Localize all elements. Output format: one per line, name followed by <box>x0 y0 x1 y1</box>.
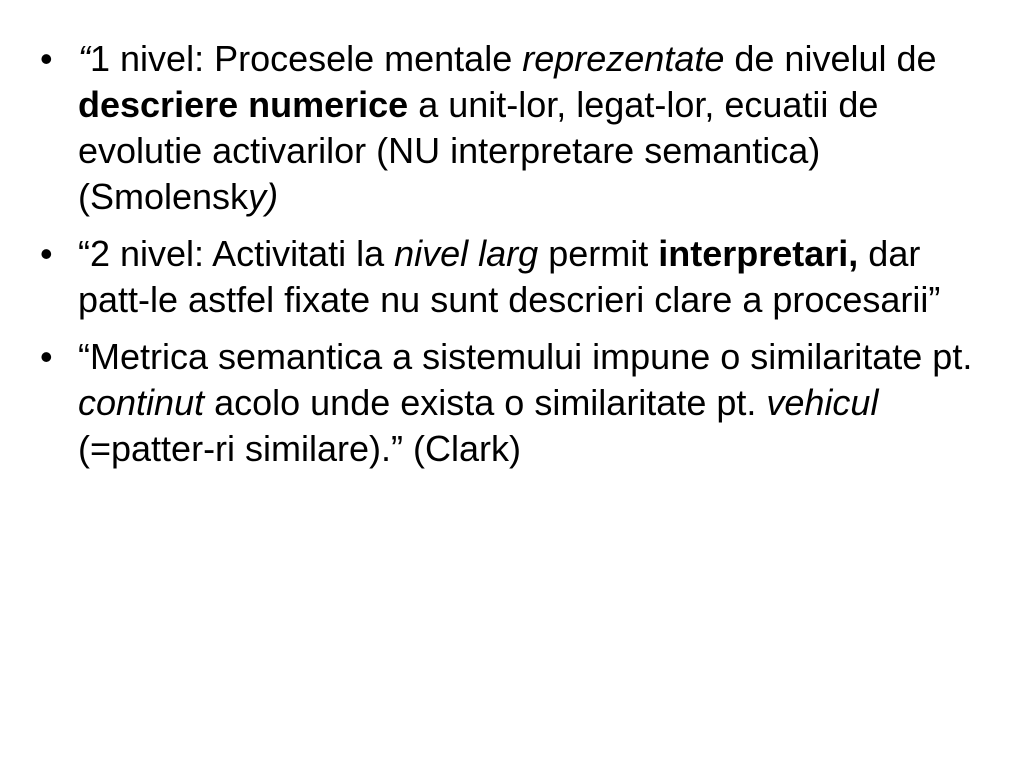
bullet-dot: • <box>40 233 53 274</box>
text-segment: 1 nivel: Procesele mentale <box>90 38 523 79</box>
text-segment: dar patt-le astfel fixate nu sunt descrieri clare a procesarii” <box>78 233 941 320</box>
italic-term: continut <box>78 382 205 423</box>
bullet-3-text <box>78 336 972 469</box>
text-segment: de nivelul de <box>724 38 937 79</box>
bullet-2-text <box>78 233 940 320</box>
bullet-list <box>36 36 976 483</box>
bold-term: descriere numerice <box>78 84 409 125</box>
italic-term: vehicul <box>766 382 879 423</box>
open-quote: “ <box>78 38 90 79</box>
bullet-dot: • <box>40 336 53 377</box>
italic-term: reprezentate <box>522 38 725 79</box>
text-segment: permit <box>538 233 659 274</box>
bold-term: interpretari, <box>658 233 859 274</box>
text-segment: (=patter-ri similare).” (Clark) <box>78 428 522 469</box>
bullet-item-1 <box>36 36 976 220</box>
bullet-item-3 <box>36 334 976 472</box>
italic-term: y) <box>248 176 279 217</box>
text-segment: “2 nivel: Activitati la <box>78 233 395 274</box>
bullet-1-text <box>78 38 937 217</box>
bullet-dot: • <box>40 38 53 79</box>
text-segment: a unit-lor, legat-lor, ecuatii de evolutie activarilor (NU interpretare semantica) (Smolensk <box>78 84 879 217</box>
text-segment: “Metrica semantica a sistemului impune o similaritate pt. <box>78 336 973 377</box>
italic-term: nivel larg <box>394 233 539 274</box>
text-segment: acolo unde exista o similaritate pt. <box>204 382 767 423</box>
bullet-item-2 <box>36 231 976 323</box>
